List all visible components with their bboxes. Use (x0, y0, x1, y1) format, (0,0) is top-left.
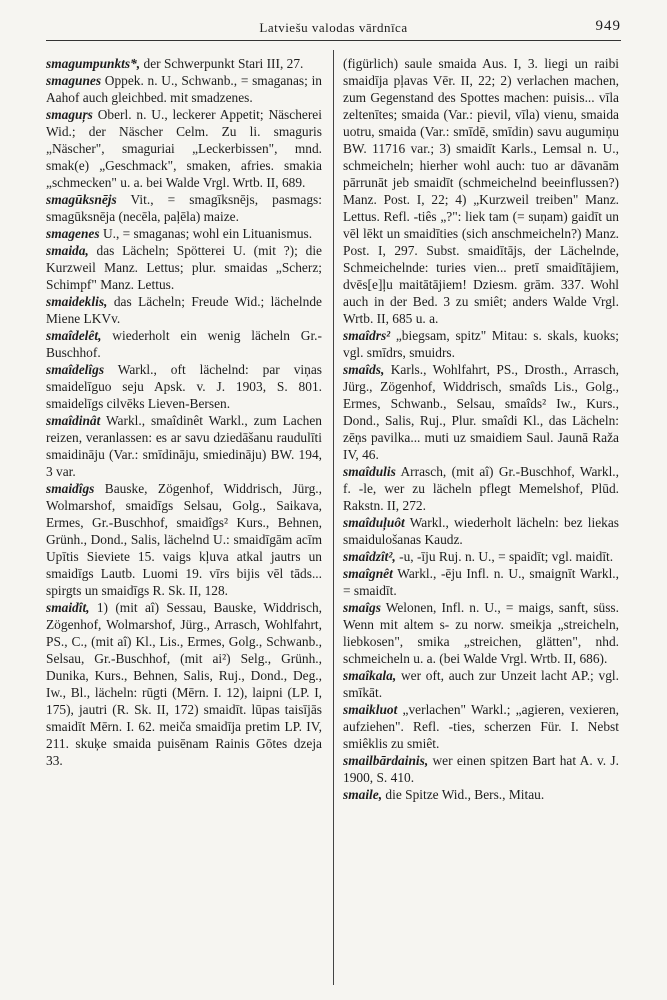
right-column (343, 55, 619, 803)
dictionary-entry (343, 548, 619, 565)
entry-definition: Oppek. n. U., Schwanb., = smaganas; in Aahof auch gleichbed. mit smadzenes. (46, 73, 322, 105)
entry-headword: smaile, (343, 787, 383, 802)
entry-definition: -u, -īju Ruj. n. U., = spaidīt; vgl. maidīt. (399, 549, 614, 564)
entry-definition: die Spitze Wid., Bers., Mitau. (385, 787, 545, 802)
entry-headword: smaida, (46, 243, 89, 258)
dictionary-entry (46, 242, 322, 293)
entry-definition: Oberl. n. U., leckerer Appetit; Näscherei Wid.; der Näscher Celm. Zu li. smaguris „Näscher", smaguriai „Leckerbissen", mnd. smak(e) „Geschmack", smaken, afries. smakia „schmecken" u. a. bei Walde Vrgl. Wrtb. II, 689. (46, 107, 322, 190)
dictionary-entry (343, 327, 619, 361)
dictionary-entry (46, 225, 322, 242)
entry-headword: smaguŗs (46, 107, 93, 122)
entry-definition: Karls., Wohlfahrt, PS., Drosth., Arrasch, Jürg., Zögenhof, Widdrisch, smaîds Lis., Golg., Ermes, Schwanb., Selsau, smaîds² Iw., Kurs., Dond., Salis, Ruj., Plur. smaîdi Kl., das Lächeln: zēņs pavilka... muti uz smaidiem Saul. Jaunā Raža IV, 46. (343, 362, 619, 462)
entry-headword: smaidîgs (46, 481, 95, 496)
entry-headword: smaidît, (46, 600, 90, 615)
dictionary-entry (46, 327, 322, 361)
dictionary-entry (46, 106, 322, 191)
entry-definition: Warkl., wiederholt lächeln: bez liekas smaidulošanas Kaudz. (343, 515, 620, 547)
entry-headword: smagumpunkts*, (46, 56, 141, 71)
dictionary-entry (343, 463, 619, 514)
entry-definition: das Lächeln; Freude Wid.; lächelnde Miene LKVv. (46, 294, 322, 326)
entry-headword: smaîgnêt (343, 566, 393, 581)
entry-definition: „biegsam, spitz" Mitau: s. skals, kuoks; vgl. smīdrs, smuidrs. (343, 328, 619, 360)
dictionary-entry (46, 72, 322, 106)
entry-headword: smaîdzît², (343, 549, 396, 564)
dictionary-entry (46, 191, 322, 225)
dictionary-entry (343, 565, 619, 599)
dictionary-entry (343, 514, 619, 548)
entry-headword: smaîdrs² (343, 328, 391, 343)
entry-headword: smagūksnējs (46, 192, 117, 207)
left-column (46, 55, 322, 769)
dictionary-entry (46, 480, 322, 599)
entry-definition: wer einen spitzen Bart hat A. v. J. 1900, S. 410. (343, 753, 619, 785)
entry-definition: wer oft, auch zur Unzeit lacht AP.; vgl. smīkāt. (343, 668, 619, 700)
entry-definition: (figürlich) saule smaida Aus. I, 3. liegi un raibi smaidīja pļavas Vēr. II, 22; 2) verlachen machen, zum Gegenstand des Spottes machen: puisis... vīla zeltenītes; smaida (Var.: pievil, vīla) vienu, smaida uotru, smaida (Var.: smīdē, smīdin) savu augumiņu BW. 11716 var.; 3) smaidīt Karls., Lemsal n. U., schmeicheln; hierher wohl auch: tuo ar dāvanām pārrunāt jeb smaidīt (schmeichelnd beeinflussen?) Manz. Post. I, 22; 4) „Kurzweil treiben" Manz. Lettus. Refl. -tiês „?": liek tam (= suņam) gaidīt un vēl lēkt un smaidīties (sich anschmeicheln?) Manz. Post. I, 297. Subst. smaidītājs, der Lächelnde, Schmeichelnde: turies vien... pretī smaidītājiem, dvēs[e]ļu maitātājiem! Dziesm. grām. 337. Wohl auch in der Bed. 3 zu smiêt; anders Walde Vrgl. Wrtb. II, 685 u. a. (343, 56, 619, 326)
column-divider (333, 50, 334, 985)
entry-definition: Welonen, Infl. n. U., = maigs, sanft, süss. Wenn mit altem s- zu norw. smeikja „streicheln, liebkosen", smika „streichen, glätten", nhd. schmeicheln u. a. (bei Walde Vrgl. Wrtb. II, 686). (343, 600, 619, 666)
dictionary-entry (46, 293, 322, 327)
entry-definition: Warkl., -ēju Infl. n. U., smaignīt Warkl., = smaidīt. (343, 566, 619, 598)
entry-headword: smaîdelêt, (46, 328, 102, 343)
entry-headword: smaîkala, (343, 668, 397, 683)
entry-headword: smaîgs (343, 600, 381, 615)
dictionary-entry (343, 55, 619, 327)
entry-definition: 1) (mit aî) Sessau, Bauske, Widdrisch, Zögenhof, Wolmarshof, Jürg., Arrasch, Wohlfahrt, PS., C., (mit aî) Kl., Lis., Ermes, Golg., Schwanb., Selsau, Gr.-Buschhof, (mit ai²) Selg., Grünh., Dunika, Kurs., Behnen, Salis, Ruj., Dond., Deg., Iw., Bl., lächeln: rūgti (Mērn. I. 12), laipni (LP. I, 175), jautri (R. Sk. II, 172) smaidīt. lūpas taisījās smaidīt Mērn. I. 62. meiča smaidīja pretim LP. IV, 211. skuķe smaida puisēnam Rainis Gōtes dzeja 33. (46, 600, 322, 768)
dictionary-entry (343, 752, 619, 786)
entry-definition: Vit., = smagīksnējs, pasmags: smagūksnēja (necēla, paļēla) maize. (46, 192, 322, 224)
entry-definition: Arrasch, (mit aî) Gr.-Buschhof, Warkl., f. -le, wer zu lächeln pflegt Memelshof, Plūd. Rakstn. II, 272. (343, 464, 619, 513)
entry-headword: smaideklis, (46, 294, 108, 309)
entry-headword: smailbārdainis, (343, 753, 429, 768)
dictionary-entry (343, 786, 619, 803)
entry-headword: smagunes (46, 73, 102, 88)
page-number: 949 (595, 18, 621, 34)
entry-definition: Bauske, Zögenhof, Widdrisch, Jürg., Wolmarshof, smaidīgs Selsau, Golg., Saikava, Ermes, Gr.-Buschhof, smaidîgs² Kurs., Behnen, Grünh., Dond., Salis, lächelnd U.: smaidīgām acīm Upītis Sieviete 15. vaigs kļuva atkal jautrs un smaidīgs Lautb. Luomi 19. vīrs bijis vēl tāds... spirgts un smaidīgs R. Sk. II, 128. (46, 481, 322, 598)
dictionary-entry (46, 599, 322, 769)
entry-definition: Warkl., smaîdinêt Warkl., zum Lachen reizen, veranlassen: es ar savu dziedāšanu raudulīti smaidināju (Var.: smīdināju, smiedināju) BW. 194, 3 var. (46, 413, 322, 479)
running-title: Latviešu valodas vārdnīca (259, 20, 408, 35)
entry-headword: smaîdulis (343, 464, 396, 479)
entry-definition: U., = smaganas; wohl ein Lituanismus. (102, 226, 313, 241)
entry-headword: smagenes (46, 226, 100, 241)
entry-headword: smaîduļuôt (343, 515, 405, 530)
dictionary-entry (343, 599, 619, 667)
dictionary-entry (343, 361, 619, 463)
page-header (46, 18, 621, 41)
dictionary-entry (46, 412, 322, 480)
entry-definition: der Schwerpunkt Stari III, 27. (143, 56, 304, 71)
entry-definition: „verlachen" Warkl.; „agieren, vexieren, aufziehen". Refl. -ties, scherzen Für. I. Nebst smiêklis zu smiêt. (343, 702, 619, 751)
dictionary-entry (46, 361, 322, 412)
dictionary-entry (343, 667, 619, 701)
entry-headword: smaîdinât (46, 413, 101, 428)
entry-headword: smaikluot (343, 702, 398, 717)
entry-definition: Warkl., oft lächelnd: par viņas smaidelīguo seju Apsk. v. J. 1903, S. 801. smaidelīgs cilvēks Lieven-Bersen. (46, 362, 322, 411)
entry-definition: wiederholt ein wenig lächeln Gr.-Buschhof. (46, 328, 322, 360)
entry-headword: smaîdelîgs (46, 362, 105, 377)
entry-definition: das Lächeln; Spötterei U. (mit ?); die Kurzweil Manz. Lettus; plur. smaidas „Scherz; Schimpf" Manz. Lettus. (46, 243, 322, 292)
dictionary-entry (343, 701, 619, 752)
dictionary-entry (46, 55, 322, 72)
entry-headword: smaîds, (343, 362, 385, 377)
